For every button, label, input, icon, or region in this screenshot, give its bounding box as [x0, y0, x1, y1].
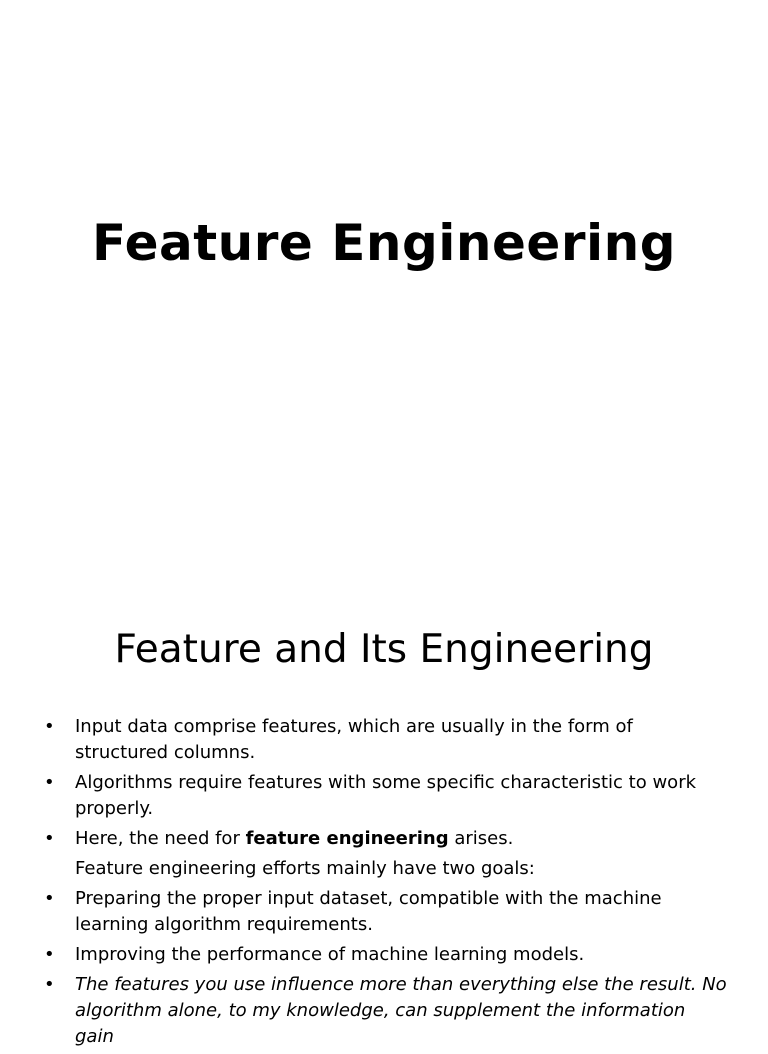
slide-title: Feature Engineering	[91, 214, 677, 272]
bullet-text-before: Here, the need for	[75, 828, 246, 849]
bullet-item: • Algorithms require features with some specific characteristic to work properly.	[0, 770, 768, 822]
bullet-list	[0, 714, 768, 1054]
bullet-item: • Preparing the proper input dataset, compatible with the machine learning algorithm requirements.	[0, 886, 768, 938]
bullet-item: • Input data comprise features, which are usually in the form of structured columns.	[0, 714, 768, 766]
bullet-subtext: Feature engineering efforts mainly have two goals:	[75, 858, 535, 879]
slide-heading: Feature and Its Engineering	[114, 627, 654, 672]
bullet-item: • Improving the performance of machine learning models.	[0, 942, 768, 968]
bullet-item	[0, 826, 768, 852]
bullet-text-after: arises.	[448, 828, 514, 849]
bullet-quote: • The features you use influence more than everything else the result. No algorithm alone, to my knowledge, can supplement the information gain	[0, 972, 768, 1050]
bullet-text-bold: feature engineering	[245, 828, 449, 849]
content-slide	[0, 576, 768, 1047]
